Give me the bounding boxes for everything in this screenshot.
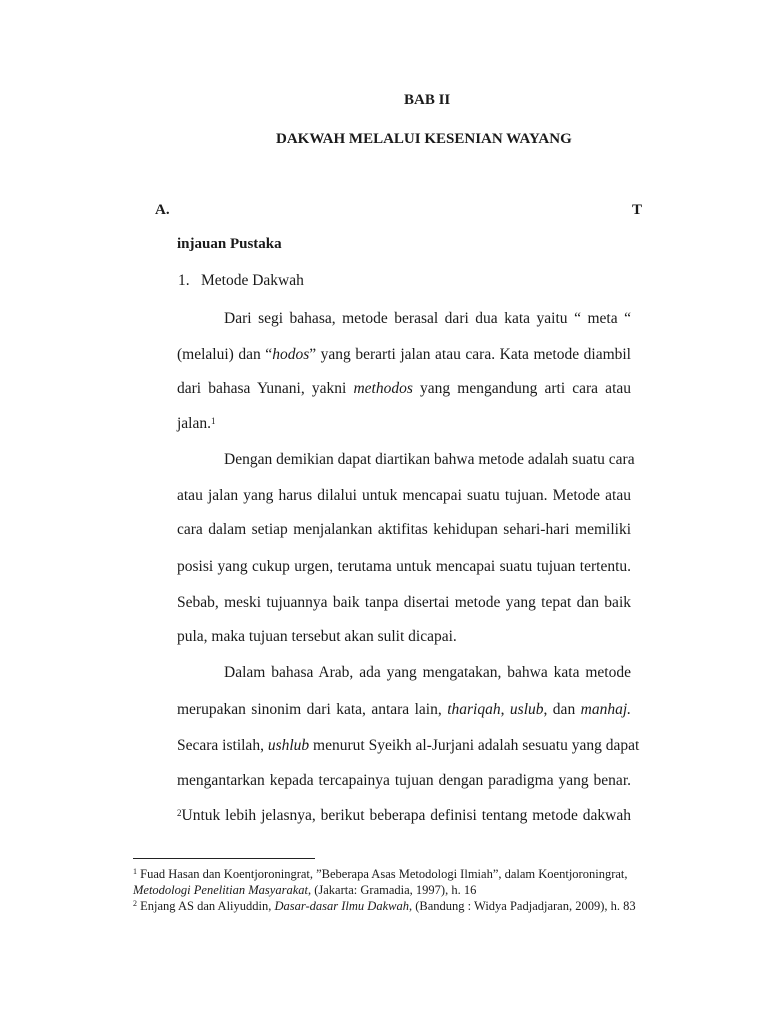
paragraph-line: Dengan demikian dapat diartikan bahwa metode adalah suatu cara [224, 451, 635, 468]
paragraph-line: mengantarkan kepada tercapainya tujuan dengan paradigma yang benar. [177, 772, 631, 789]
chapter-title: DAKWAH MELALUI KESENIAN WAYANG [276, 131, 572, 147]
paragraph-line: (melalui) dan “hodos” yang berarti jalan atau cara. Kata metode diambil [177, 346, 631, 363]
paragraph-line: dari bahasa Yunani, yakni methodos yang mengandung arti cara atau [177, 380, 632, 397]
footnote-ref: 2 [177, 808, 182, 818]
footnote-1-line: Metodologi Penelitian Masyarakat, (Jakarta: Gramadia, 1997), h. 16 [133, 883, 477, 897]
paragraph-line: atau jalan yang harus dilalui untuk mencapai suatu tujuan. Metode atau [177, 487, 631, 504]
section-first-char: T [632, 202, 643, 218]
subsection-number: 1. [178, 272, 190, 289]
footnote-separator [133, 858, 315, 859]
section-title-rest: injauan Pustaka [177, 236, 282, 252]
footnote-ref: 1 [211, 416, 216, 426]
section-letter: A. [155, 202, 170, 218]
paragraph-line: Secara istilah, ushlub menurut Syeikh al-Jurjani adalah sesuatu yang dapat [177, 737, 640, 754]
paragraph-line: posisi yang cukup urgen, terutama untuk mencapai suatu tujuan tertentu. [177, 558, 631, 575]
paragraph-line: jalan.$^1$ [177, 415, 216, 432]
footnote-2-line: $^2$ Enjang AS dan Aliyuddin, Dasar-dasar Ilmu Dakwah, (Bandung : Widya Padjadjaran, 2009), h. 83 [133, 899, 636, 913]
paragraph-line: merupakan sinonim dari kata, antara lain, thariqah, uslub, dan manhaj. [177, 701, 631, 718]
paragraph-line: Sebab, meski tujuannya baik tanpa disertai metode yang tepat dan baik [177, 594, 631, 611]
paragraph-line: pula, maka tujuan tersebut akan sulit dicapai. [177, 628, 457, 645]
chapter-number: BAB II [404, 92, 451, 108]
footnote-1-line: $^1$ Fuad Hasan dan Koentjoroningrat, ”Beberapa Asas Metodologi Ilmiah”, dalam Koentjoroningrat, [133, 867, 628, 881]
paragraph-line: Dalam bahasa Arab, ada yang mengatakan, bahwa kata metode [224, 664, 631, 681]
paragraph-line: $^2$Untuk lebih jelasnya, berikut beberapa definisi tentang metode dakwah [177, 807, 631, 824]
paragraph-line: Dari segi bahasa, metode berasal dari dua kata yaitu “ meta “ [224, 310, 631, 327]
subsection-title: Metode Dakwah [201, 272, 304, 289]
paragraph-line: cara dalam setiap menjalankan aktifitas kehidupan sehari-hari memiliki [177, 521, 631, 538]
